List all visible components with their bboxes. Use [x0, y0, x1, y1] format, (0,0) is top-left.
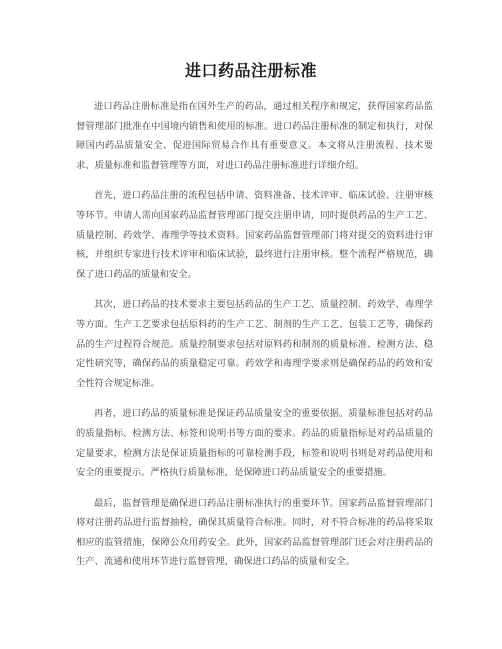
document-body	[76, 97, 433, 583]
paragraph-registration-process: 首先，进口药品注册的流程包括申请、资料准备、技术评审、临床试验、注册审核等环节。申请人需向国家药品监督管理部门提交注册申请，同时提供药品的生产工艺、质量控制、药效学、毒理学等技术资料。国家药品监督管理部门将对提交的资料进行审核，并组织专家进行技术评审和临床试验，最终进行注册审核。整个流程严格规范，确保了进口药品的质量和安全。	[76, 190, 433, 280]
paragraph-technical-requirements: 其次，进口药品的技术要求主要包括药品的生产工艺、质量控制、药效学、毒理学等方面。生产工艺要求包括原料药的生产工艺、制剂的生产工艺、包装工艺等，确保药品的生产过程符合规范。质量控制要求包括对原料药和制剂的质量标准、检测方法、稳定性研究等，确保药品的质量稳定可靠。药效学和毒理学要求则是确保药品的药效和安全性符合规定标准。	[76, 299, 433, 389]
document-title: 进口药品注册标准	[184, 61, 317, 80]
paragraph-supervision: 最后，监督管理是确保进口药品注册标准执行的重要环节。国家药品监督管理部门将对注册药品进行监督抽检，确保其质量符合标准。同时，对不符合标准的药品将采取相应的监管措施，保障公众用药安全。此外，国家药品监督管理部门还会对注册药品的生产、流通和使用环节进行监督管理，确保进口药品的质量和安全。	[76, 497, 433, 568]
paragraph-intro: 进口药品注册标准是指在国外生产的药品，通过相关程序和规定，获得国家药品监督管理部门批准在中国境内销售和使用的标准。进口药品注册标准的制定和执行，对保障国内药品质量安全、促进国际贸易合作具有重要意义。本文将从注册流程、技术要求、质量标准和监督管理等方面，对进口药品注册标准进行详细介绍。	[76, 101, 433, 171]
paragraph-quality-standards: 再者，进口药品的质量标准是保证药品质量安全的重要依据。质量标准包括对药品的质量指标、检测方法、标签和说明书等方面的要求。药品的质量指标是对药品质量的定量要求，检测方法是保证质量指标的可靠检测手段，标签和说明书则是对药品使用和安全的重要提示。严格执行质量标准，是保障进口药品质量安全的重要措施。	[76, 408, 433, 479]
